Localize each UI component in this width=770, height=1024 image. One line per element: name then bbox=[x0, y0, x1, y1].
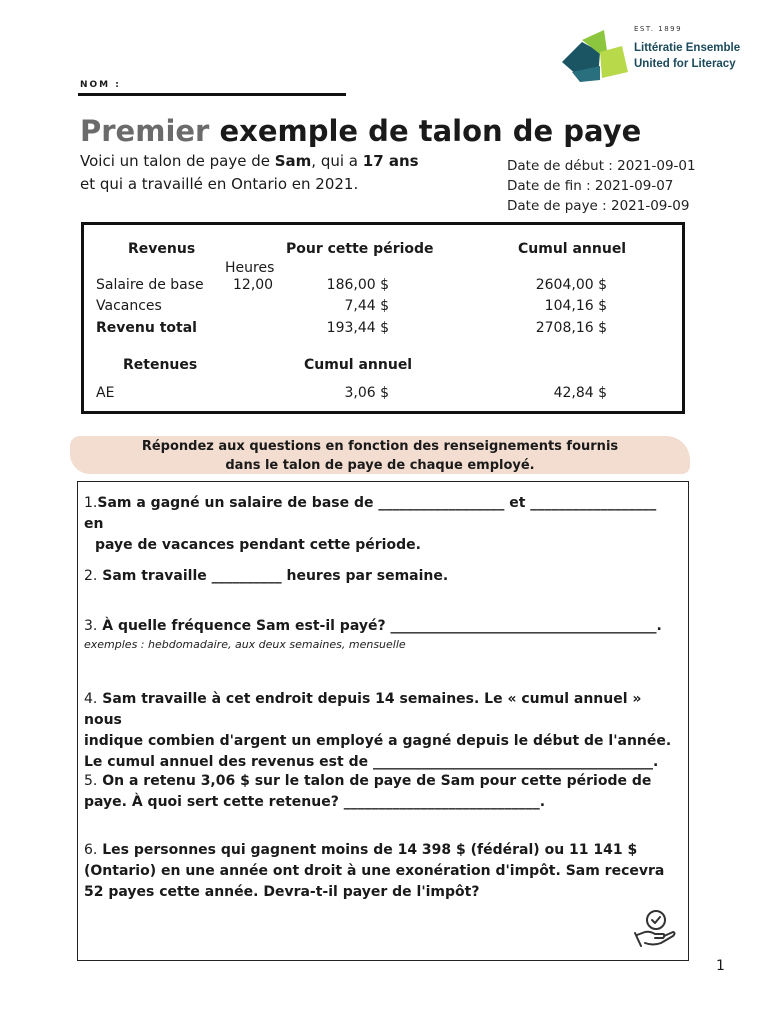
question-text: (Ontario) en une année ont droit à une exonération d'impôt. Sam recevra bbox=[84, 863, 665, 879]
question-5[interactable] bbox=[84, 771, 674, 813]
question-number: 2. bbox=[84, 568, 98, 584]
header-period: Pour cette période bbox=[286, 241, 434, 257]
intro-text bbox=[80, 150, 480, 196]
instruction-text bbox=[70, 437, 690, 475]
question-text: paye. À quoi sert cette retenue? ____________________________. bbox=[84, 794, 546, 810]
question-4[interactable] bbox=[84, 689, 674, 773]
question-text: On a retenu 3,06 $ sur le talon de paye de Sam pour cette période de bbox=[97, 773, 652, 789]
ae-label: AE bbox=[96, 385, 115, 401]
question-2[interactable] bbox=[84, 566, 674, 587]
question-3[interactable] bbox=[84, 616, 674, 637]
row-cumul: 104,16 $ bbox=[544, 298, 607, 314]
page-number: 1 bbox=[716, 958, 725, 974]
header-retenues-cumul: Cumul annuel bbox=[304, 357, 413, 373]
row-period: 193,44 $ bbox=[326, 320, 389, 336]
question-text: Sam travaille à cet endroit depuis 14 semaines. Le « cumul annuel » nous bbox=[84, 691, 642, 728]
row-label-total: Revenu total bbox=[96, 320, 197, 336]
question-1[interactable] bbox=[84, 493, 674, 556]
page-title bbox=[80, 114, 641, 148]
question-text: Les personnes qui gagnent moins de 14 398 $ (fédéral) ou 11 141 $ bbox=[97, 842, 638, 858]
intro-age: 17 ans bbox=[362, 152, 419, 170]
nom-label: NOM : bbox=[80, 80, 121, 90]
question-number: 4. bbox=[84, 691, 98, 707]
question-3-examples: exemples : hebdomadaire, aux deux semaines, mensuelle bbox=[84, 638, 406, 651]
instruction-line: dans le talon de paye de chaque employé. bbox=[225, 458, 535, 473]
date-start: Date de début : 2021-09-01 bbox=[507, 158, 696, 174]
ae-period: 3,06 $ bbox=[344, 385, 389, 401]
date-pay: Date de paye : 2021-09-09 bbox=[507, 198, 690, 214]
header-retenues: Retenues bbox=[123, 357, 198, 373]
row-period: 186,00 $ bbox=[326, 277, 389, 293]
header-heures: Heures bbox=[225, 260, 275, 276]
question-text: Le cumul annuel des revenus est de ________________________________________. bbox=[84, 754, 659, 770]
date-end: Date de fin : 2021-09-07 bbox=[507, 178, 674, 194]
question-text: Sam a gagné un salaire de base de __________________ et __________________ en bbox=[84, 495, 657, 532]
question-text: indique combien d'argent un employé a gagné depuis le début de l'année. bbox=[84, 733, 672, 749]
question-number: 5. bbox=[84, 773, 98, 789]
intro-part: Voici un talon de paye de bbox=[80, 152, 275, 170]
nom-line[interactable] bbox=[78, 93, 346, 96]
header-revenus: Revenus bbox=[128, 241, 196, 257]
question-text: paye de vacances pendant cette période. bbox=[95, 537, 421, 553]
row-cumul: 2708,16 $ bbox=[535, 320, 607, 336]
title-rest: exemple de talon de paye bbox=[209, 114, 642, 148]
logo-name-en: United for Literacy bbox=[634, 58, 736, 70]
dates-block bbox=[507, 156, 696, 216]
intro-part: , qui a bbox=[311, 152, 363, 170]
instruction-line: Répondez aux questions en fonction des renseignements fournis bbox=[141, 439, 619, 454]
row-label: Salaire de base bbox=[96, 277, 204, 293]
question-text: Sam travaille __________ heures par semaine. bbox=[97, 568, 449, 584]
row-period: 7,44 $ bbox=[344, 298, 389, 314]
question-number: 1. bbox=[84, 495, 98, 511]
ae-cumul: 42,84 $ bbox=[553, 385, 607, 401]
hand-check-icon bbox=[633, 905, 679, 949]
question-number: 6. bbox=[84, 842, 98, 858]
question-6[interactable] bbox=[84, 840, 674, 903]
header-cumul: Cumul annuel bbox=[518, 241, 627, 257]
intro-name: Sam bbox=[274, 152, 312, 170]
logo-name-fr: Littératie Ensemble bbox=[634, 42, 741, 54]
pay-stub bbox=[81, 222, 685, 414]
row-label: Vacances bbox=[96, 298, 162, 314]
row-hours: 12,00 bbox=[233, 277, 274, 293]
question-text: 52 payes cette année. Devra-t-il payer de l'impôt? bbox=[84, 884, 480, 900]
title-premier: Premier bbox=[80, 114, 210, 148]
row-cumul: 2604,00 $ bbox=[535, 277, 607, 293]
intro-line2: et qui a travaillé en Ontario en 2021. bbox=[80, 175, 359, 193]
question-number: 3. bbox=[84, 618, 98, 634]
logo-est: EST. 1899 bbox=[634, 25, 683, 33]
question-text: À quelle fréquence Sam est-il payé? ______________________________________. bbox=[97, 618, 662, 634]
